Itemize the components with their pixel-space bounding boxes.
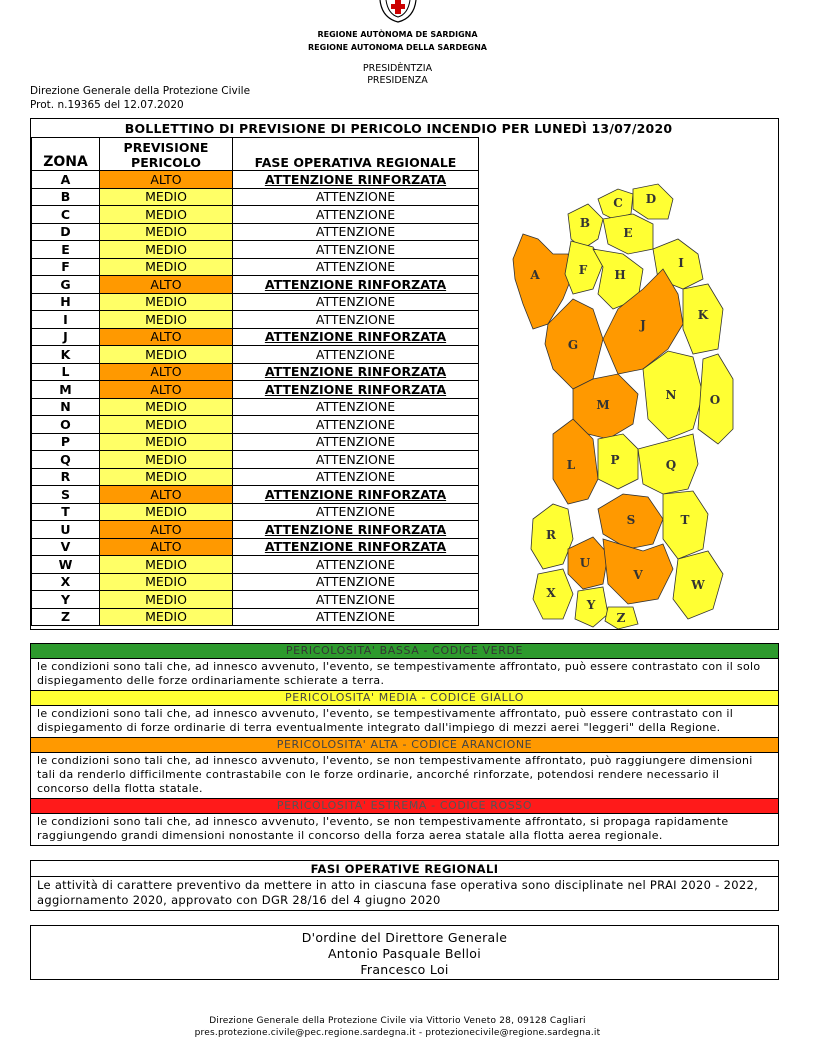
map-zone-label: S <box>626 513 636 527</box>
map-zone-label: R <box>546 528 556 542</box>
map-zone-label: W <box>691 578 705 592</box>
map-zone-label: X <box>546 586 556 600</box>
zone-letter: P <box>32 433 100 451</box>
table-row <box>32 573 479 591</box>
danger-legend <box>30 643 779 846</box>
table-row <box>32 451 479 469</box>
operative-phase: ATTENZIONE <box>233 433 479 451</box>
table-row <box>32 328 479 346</box>
operative-phases-text: Le attività di carattere preventivo da mettere in atto in ciascuna fase operativa sono disciplinate nel PRAI 2020 - 2022, aggiornamento 2020, approvato con DGR 28/16 del 4 giugno 2020 <box>37 878 759 907</box>
legend-orange-title: PERICOLOSITA' ALTA - CODICE ARANCIONE <box>31 738 778 752</box>
map-zone-label: I <box>678 256 684 270</box>
zone-letter: G <box>32 276 100 294</box>
map-zone-label: U <box>579 556 591 570</box>
map-zone-label: H <box>614 268 626 282</box>
operative-phase: ATTENZIONE <box>233 468 479 486</box>
table-row <box>32 276 479 294</box>
legend-green-title: PERICOLOSITA' BASSA - CODICE VERDE <box>31 644 778 658</box>
zone-letter: U <box>32 521 100 539</box>
forecast-level: MEDIO <box>100 573 233 591</box>
operative-phase: ATTENZIONE <box>233 556 479 574</box>
forecast-level: MEDIO <box>100 433 233 451</box>
table-row <box>32 363 479 381</box>
zone-letter: H <box>32 293 100 311</box>
region-name-sardinian: REGIONE AUTÒNOMA DE SARDIGNA <box>317 30 478 39</box>
bulletin-title: BOLLETTINO DI PREVISIONE DI PERICOLO INCENDIO PER LUNEDÌ 13/07/2020 <box>124 121 673 136</box>
table-row <box>32 258 479 276</box>
table-row <box>32 398 479 416</box>
forecast-level: MEDIO <box>100 503 233 521</box>
sardinia-zone-map <box>493 179 748 629</box>
forecast-level: MEDIO <box>100 468 233 486</box>
table-row <box>32 223 479 241</box>
table-row <box>32 591 479 609</box>
zone-letter: B <box>32 188 100 206</box>
document-footer <box>0 1015 795 1039</box>
zone-letter: I <box>32 311 100 329</box>
region-crest-icon <box>376 0 420 24</box>
operative-phase: ATTENZIONE <box>233 311 479 329</box>
forecast-level: ALTO <box>100 171 233 189</box>
zone-letter: T <box>32 503 100 521</box>
forecast-level: MEDIO <box>100 293 233 311</box>
map-zone-label: V <box>633 568 643 582</box>
operative-phase: ATTENZIONE RINFORZATA <box>233 276 479 294</box>
zone-letter: O <box>32 416 100 434</box>
operative-phase: ATTENZIONE <box>233 258 479 276</box>
column-header-forecast: PREVISIONE PERICOLO <box>100 138 233 171</box>
operative-phase: ATTENZIONE <box>233 416 479 434</box>
footer-emails: pres.protezione.civile@pec.regione.sardegna.it - protezionecivile@regione.sardegna.it <box>194 1028 601 1038</box>
forecast-level: ALTO <box>100 276 233 294</box>
operative-phase: ATTENZIONE <box>233 346 479 364</box>
zone-letter: K <box>32 346 100 364</box>
region-name-italian: REGIONE AUTONOMA DELLA SARDEGNA <box>308 43 487 52</box>
zone-rows <box>32 171 479 626</box>
operative-phase: ATTENZIONE RINFORZATA <box>233 538 479 556</box>
operative-phases-title: FASI OPERATIVE REGIONALI <box>31 861 778 877</box>
legend-red-text: le condizioni sono tali che, ad innesco avvenuto, l'evento, se non tempestivamente affrontato, si propaga rapidamente raggiungendo grandi dimensioni nonostante il concorso della forza aerea statale alla flotta aerea regionale. <box>31 813 778 845</box>
table-header-row <box>32 138 479 171</box>
map-zone-label: B <box>579 216 591 230</box>
map-zones <box>513 184 733 629</box>
operative-phase: ATTENZIONE RINFORZATA <box>233 486 479 504</box>
operative-phase: ATTENZIONE <box>233 206 479 224</box>
forecast-level: MEDIO <box>100 451 233 469</box>
table-row <box>32 188 479 206</box>
forecast-level: MEDIO <box>100 188 233 206</box>
map-zone-label: P <box>610 453 620 467</box>
operative-phase: ATTENZIONE <box>233 223 479 241</box>
zone-letter: Q <box>32 451 100 469</box>
forecast-level: ALTO <box>100 521 233 539</box>
map-zone-label: Z <box>616 611 626 625</box>
signature-director-name: Antonio Pasquale Belloi <box>327 946 482 961</box>
table-row <box>32 171 479 189</box>
table-row <box>32 556 479 574</box>
forecast-level: MEDIO <box>100 223 233 241</box>
operative-phase: ATTENZIONE <box>233 608 479 626</box>
map-zone-label: F <box>578 263 588 277</box>
operative-phase: ATTENZIONE RINFORZATA <box>233 381 479 399</box>
zone-letter: L <box>32 363 100 381</box>
forecast-level: ALTO <box>100 328 233 346</box>
map-zone-label: K <box>697 308 709 322</box>
forecast-level: ALTO <box>100 486 233 504</box>
map-zone-label: G <box>567 338 579 352</box>
map-zone-label: L <box>566 458 576 472</box>
zone-letter: S <box>32 486 100 504</box>
forecast-level: MEDIO <box>100 346 233 364</box>
zone-forecast-table <box>31 137 479 626</box>
table-row <box>32 538 479 556</box>
legend-yellow-title: PERICOLOSITA' MEDIA - CODICE GIALLO <box>31 691 778 705</box>
forecast-level: MEDIO <box>100 206 233 224</box>
forecast-level: MEDIO <box>100 311 233 329</box>
operative-phase: ATTENZIONE <box>233 573 479 591</box>
map-zone-label: M <box>596 398 610 412</box>
operative-phase: ATTENZIONE <box>233 293 479 311</box>
zone-letter: A <box>32 171 100 189</box>
map-zone-label: Y <box>586 598 596 612</box>
operative-phase: ATTENZIONE RINFORZATA <box>233 521 479 539</box>
map-zone-label: J <box>640 318 646 332</box>
map-zone-label: D <box>645 192 657 206</box>
forecast-level: MEDIO <box>100 416 233 434</box>
table-row <box>32 206 479 224</box>
map-zone-label: T <box>680 513 690 527</box>
table-row <box>32 311 479 329</box>
bulletin-box <box>30 118 779 630</box>
map-zone-label: N <box>665 388 677 402</box>
operative-phase: ATTENZIONE RINFORZATA <box>233 328 479 346</box>
forecast-level: MEDIO <box>100 608 233 626</box>
operative-phase: ATTENZIONE RINFORZATA <box>233 363 479 381</box>
signature-box <box>30 925 779 980</box>
map-zone-label: O <box>709 393 721 407</box>
footer-address: Direzione Generale della Protezione Civile via Vittorio Veneto 28, 09128 Cagliari <box>209 1016 586 1026</box>
forecast-level: MEDIO <box>100 398 233 416</box>
legend-orange-text: le condizioni sono tali che, ad innesco avvenuto, l'evento, se non tempestivamente affrontato, può raggiungere dimensioni tali da renderlo difficilmente contrastabile con le forze ordinarie, ancorché rinforzate, potendosi rendere necessario il concorso della flotta statale. <box>31 752 778 799</box>
operative-phase: ATTENZIONE <box>233 241 479 259</box>
issuing-direction: Direzione Generale della Protezione Civile <box>30 85 251 97</box>
table-row <box>32 416 479 434</box>
forecast-level: MEDIO <box>100 241 233 259</box>
map-zone-label: Q <box>665 458 677 472</box>
zone-letter: V <box>32 538 100 556</box>
map-zone-label: E <box>623 226 633 240</box>
zone-letter: Z <box>32 608 100 626</box>
zone-letter: D <box>32 223 100 241</box>
zone-letter: E <box>32 241 100 259</box>
protocol-number: Prot. n.19365 del 12.07.2020 <box>30 99 184 111</box>
signature-order-line: D'ordine del Direttore Generale <box>301 930 508 945</box>
zone-letter: N <box>32 398 100 416</box>
zone-letter: W <box>32 556 100 574</box>
table-row <box>32 521 479 539</box>
map-zone-label: C <box>613 196 623 210</box>
legend-green-text: le condizioni sono tali che, ad innesco avvenuto, l'evento, se tempestivamente affrontato, può essere contrastato con il solo dispiegamento delle forze ordinariamente schierate a terra. <box>31 658 778 691</box>
zone-letter: C <box>32 206 100 224</box>
legend-yellow-text: le condizioni sono tali che, ad innesco avvenuto, l'evento, se tempestivamente affrontato, può essere contrastato con il dispiegamento di forze ordinarie di terra eventualmente integrato dall'impiego di mezzi aerei "leggeri" della Regione. <box>31 705 778 738</box>
operative-phases-box <box>30 860 779 911</box>
presidency-italian: PRESIDENZA <box>367 75 428 86</box>
table-row <box>32 503 479 521</box>
forecast-level: MEDIO <box>100 556 233 574</box>
zone-letter: X <box>32 573 100 591</box>
table-row <box>32 241 479 259</box>
table-row <box>32 468 479 486</box>
forecast-level: ALTO <box>100 538 233 556</box>
table-row <box>32 486 479 504</box>
table-row <box>32 381 479 399</box>
operative-phase: ATTENZIONE <box>233 591 479 609</box>
column-header-phase: FASE OPERATIVA REGIONALE <box>233 138 479 171</box>
forecast-level: ALTO <box>100 363 233 381</box>
operative-phase: ATTENZIONE <box>233 398 479 416</box>
map-zone-label: A <box>530 268 540 282</box>
table-row <box>32 346 479 364</box>
forecast-level: ALTO <box>100 381 233 399</box>
table-row <box>32 608 479 626</box>
zone-letter: J <box>32 328 100 346</box>
operative-phase: ATTENZIONE <box>233 503 479 521</box>
signature-signer-name: Francesco Loi <box>360 962 449 977</box>
column-header-zone: ZONA <box>32 138 100 171</box>
operative-phase: ATTENZIONE <box>233 188 479 206</box>
presidency-sardinian: PRESIDÈNTZIA <box>362 63 433 74</box>
operative-phase: ATTENZIONE <box>233 451 479 469</box>
operative-phase: ATTENZIONE RINFORZATA <box>233 171 479 189</box>
table-row <box>32 293 479 311</box>
table-row <box>32 433 479 451</box>
zone-letter: M <box>32 381 100 399</box>
forecast-level: MEDIO <box>100 258 233 276</box>
forecast-level: MEDIO <box>100 591 233 609</box>
legend-red-title: PERICOLOSITA' ESTREMA - CODICE ROSSO <box>31 799 778 813</box>
zone-letter: Y <box>32 591 100 609</box>
zone-letter: R <box>32 468 100 486</box>
zone-letter: F <box>32 258 100 276</box>
